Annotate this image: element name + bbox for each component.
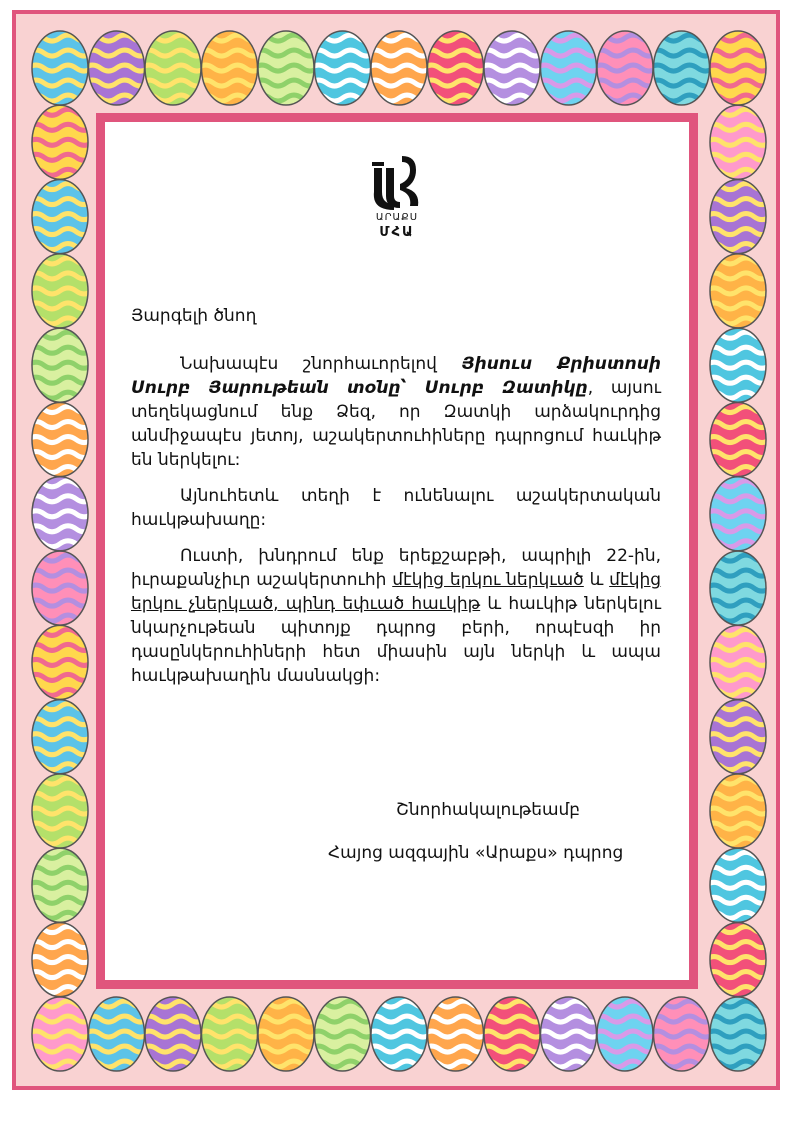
easter-egg — [141, 31, 205, 105]
easter-egg — [28, 848, 92, 922]
p3-underlined-1: մէկից երկու ներկւած — [392, 570, 584, 590]
easter-egg — [28, 477, 92, 551]
easter-egg — [28, 328, 92, 402]
easter-egg — [28, 31, 92, 105]
letter-body — [131, 304, 661, 700]
easter-egg — [706, 923, 770, 997]
easter-egg — [706, 997, 770, 1071]
easter-egg — [254, 31, 318, 105]
easter-egg — [198, 31, 262, 105]
school-logo — [366, 152, 428, 242]
easter-egg — [28, 551, 92, 625]
p3-underlined-2: մէկից երկու չներկւած, պինդ եփւած հաւկիթ — [131, 570, 662, 614]
easter-egg — [706, 328, 770, 402]
easter-egg — [537, 31, 601, 105]
easter-egg — [141, 997, 205, 1071]
easter-egg — [28, 105, 92, 179]
easter-egg — [706, 848, 770, 922]
paragraph-1 — [131, 352, 661, 472]
easter-egg — [706, 31, 770, 105]
p1-text-a: Նախապէս շնորհաւորելով — [180, 354, 462, 374]
easter-egg — [650, 31, 714, 105]
easter-egg — [706, 700, 770, 774]
easter-egg — [424, 997, 488, 1071]
p1-bold-text: Յիսուս Քրիստոսի Սուրբ Յարութեան տօնը՝ Սուրբ Զատիկը — [131, 354, 661, 398]
easter-egg — [706, 403, 770, 477]
easter-egg — [706, 774, 770, 848]
paragraph-3 — [131, 544, 661, 688]
easter-egg — [480, 31, 544, 105]
easter-egg — [706, 625, 770, 699]
easter-egg — [28, 403, 92, 477]
easter-egg — [28, 774, 92, 848]
easter-egg — [480, 997, 544, 1071]
logo-text-bottom: ՄՀԱ — [379, 225, 415, 240]
easter-egg — [85, 997, 149, 1071]
salutation: Յարգելի ծնող — [131, 306, 257, 326]
easter-egg — [367, 31, 431, 105]
easter-egg — [85, 31, 149, 105]
easter-egg — [706, 105, 770, 179]
easter-egg — [650, 997, 714, 1071]
easter-egg — [706, 180, 770, 254]
easter-egg — [28, 997, 92, 1071]
easter-egg — [367, 997, 431, 1071]
easter-egg — [424, 31, 488, 105]
easter-egg — [28, 254, 92, 328]
easter-egg — [28, 923, 92, 997]
logo-text-top: ԱՐԱՔՍ — [375, 212, 419, 223]
easter-egg — [28, 180, 92, 254]
easter-egg — [28, 700, 92, 774]
easter-egg — [593, 997, 657, 1071]
closing-thanks: Շնորհակալութեամբ — [396, 800, 581, 820]
easter-egg — [706, 551, 770, 625]
p3-text-a: Ուստի, խնդրում ենք երեքշաբթի, ապրիլի 22-ին, իւրաքանչիւր աշակերտուհի — [131, 546, 661, 590]
p1-text-c: , այսու տեղեկացնում ենք Ձեզ, որ Զատկի արձակուրդից անմիջապէս յետոյ, աշակերտուհիները դպրոցում հաւկիթ են ներկելու: — [131, 378, 661, 470]
paragraph-2: Այնուհետև տեղի է ունենալու աշակերտական հաւկթախաղը: — [131, 486, 661, 530]
signature: Հայոց ազգային «Արաքս» դպրոց — [328, 843, 624, 863]
easter-egg — [254, 997, 318, 1071]
easter-egg — [706, 477, 770, 551]
p3-text-e: և հաւկիթ ներկելու նկարչութեան պիտոյք դպրոց բերի, որպէսզի իր դասընկերուհիների հետ միասին այն ներկի և ապա հաւկթախաղին մասնակցի: — [131, 594, 661, 686]
p3-text-c: և — [583, 570, 610, 590]
easter-egg — [198, 997, 262, 1071]
easter-egg — [537, 997, 601, 1071]
easter-egg — [593, 31, 657, 105]
araks-logo-icon — [366, 152, 428, 210]
easter-egg — [311, 31, 375, 105]
easter-egg — [706, 254, 770, 328]
easter-egg — [311, 997, 375, 1071]
easter-egg — [28, 625, 92, 699]
